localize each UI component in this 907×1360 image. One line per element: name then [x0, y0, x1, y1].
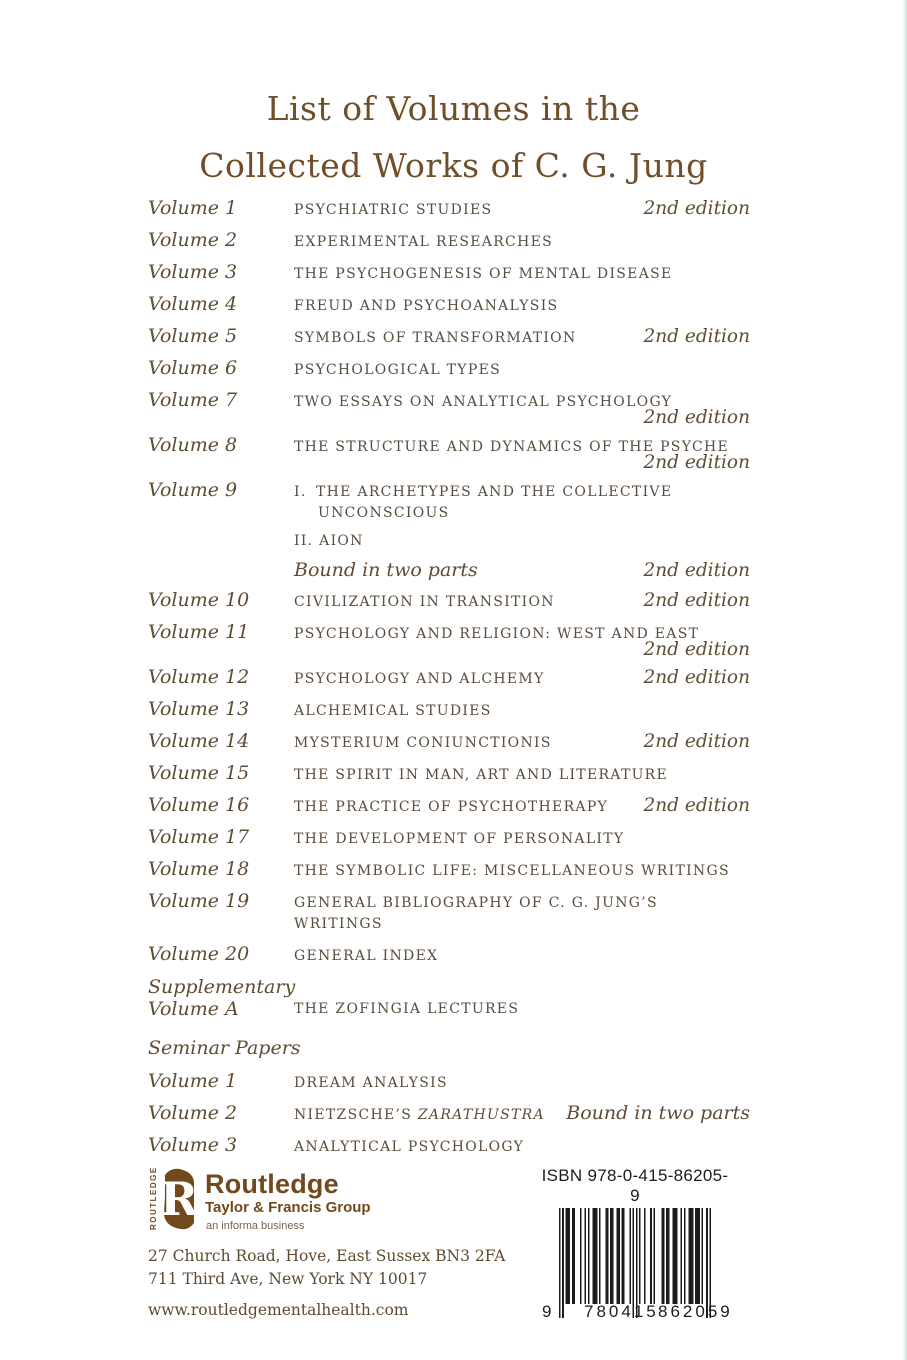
volume-row	[148, 891, 750, 935]
volume-row-9	[148, 480, 750, 524]
volume-title: PSYCHIATRIC STUDIES	[294, 202, 493, 218]
volume-label: Volume 17	[148, 826, 250, 848]
edition-label: 2nd edition	[643, 795, 750, 816]
volume-title: THE PSYCHOGENESIS OF MENTAL DISEASE	[294, 266, 673, 282]
volume-row	[148, 763, 750, 786]
seminar-row	[148, 1135, 750, 1158]
publisher-website: www.routledgementalhealth.com	[148, 1301, 409, 1319]
barcode	[540, 1208, 733, 1321]
volume-label: Volume 6	[148, 357, 238, 379]
volume-title: PSYCHOLOGY AND RELIGION: WEST AND EAST	[294, 626, 700, 642]
volume-title	[294, 482, 750, 524]
logo-group: Taylor & Francis Group	[205, 1199, 371, 1216]
scan-edge-line	[903, 0, 907, 1360]
volume-row	[148, 731, 750, 754]
part1-title: THE ARCHETYPES AND THE COLLECTIVE	[316, 484, 673, 500]
volume-label: Volume 9	[148, 479, 238, 501]
volume-title: THE DEVELOPMENT OF PERSONALITY	[294, 831, 625, 847]
volume-title: THE SYMBOLIC LIFE: MISCELLANEOUS WRITINGS	[294, 863, 730, 879]
title-italic-part: ZARATHUSTRA	[417, 1107, 545, 1123]
logo-tagline: an informa business	[206, 1220, 305, 1232]
volume-label	[148, 976, 294, 1020]
volume-label: Volume 7	[148, 389, 238, 411]
address-line2: 711 Third Ave, New York NY 10017	[148, 1270, 428, 1288]
part-numeral: I.	[294, 484, 307, 500]
volume-label: Volume 16	[148, 794, 250, 816]
volume-label: Volume 11	[148, 621, 250, 643]
volume-title: CIVILIZATION IN TRANSITION	[294, 594, 555, 610]
volume-row	[148, 326, 750, 349]
volume-row	[148, 944, 750, 967]
seminar-row	[148, 1103, 750, 1126]
part2-title: II. AION	[294, 533, 364, 549]
volume-title: MYSTERIUM CONIUNCTIONIS	[294, 735, 552, 751]
page-title-line2: Collected Works of C. G. Jung	[199, 146, 708, 185]
volume-title: GENERAL INDEX	[294, 948, 439, 964]
barcode-digits-right: 862059	[658, 1302, 733, 1321]
seminar-row	[148, 1071, 750, 1094]
volume-row	[148, 859, 750, 882]
volume-row	[148, 294, 750, 317]
volume-title: DREAM ANALYSIS	[294, 1075, 448, 1091]
svg-text:R: R	[161, 1172, 197, 1226]
volume-title: PSYCHOLOGICAL TYPES	[294, 362, 501, 378]
volume-row	[148, 358, 750, 381]
volume-row-9-part2	[148, 531, 750, 552]
volume-label: Volume 15	[148, 762, 250, 784]
volume-row	[148, 590, 750, 613]
volume-label: Volume 20	[148, 943, 250, 965]
edition-label: 2nd edition	[643, 639, 750, 660]
volume-label: Volume 3	[148, 1134, 238, 1156]
volume-title: TWO ESSAYS ON ANALYTICAL PSYCHOLOGY	[294, 394, 673, 410]
seminar-papers-heading: Seminar Papers	[148, 1037, 301, 1059]
supplementary-label-line1: Supplementary	[148, 976, 296, 998]
volume-label: Volume 2	[148, 1102, 238, 1124]
volume-row	[148, 198, 750, 221]
volume-label: Volume 13	[148, 698, 250, 720]
edition-label: 2nd edition	[643, 560, 750, 581]
volume-label: Volume 12	[148, 666, 250, 688]
volume-title: GENERAL BIBLIOGRAPHY OF C. G. JUNG’S WRITINGS	[294, 895, 658, 932]
routledge-r-mark-icon	[161, 1168, 197, 1234]
logo-name: Routledge	[205, 1169, 339, 1199]
edition-label: 2nd edition	[643, 667, 750, 688]
volume-title: THE STRUCTURE AND DYNAMICS OF THE PSYCHE	[294, 439, 730, 455]
part1-title-cont: UNCONSCIOUS	[318, 505, 450, 521]
edition-label: 2nd edition	[643, 731, 750, 752]
volume-label: Volume 19	[148, 890, 250, 912]
supplementary-label-line2: Volume A	[148, 998, 239, 1020]
edition-label: 2nd edition	[643, 452, 750, 473]
binding-note: Bound in two parts	[566, 1102, 750, 1124]
edition-label: 2nd edition	[643, 407, 750, 428]
volume-title: THE SPIRIT IN MAN, ART AND LITERATURE	[294, 767, 669, 783]
routledge-logo	[147, 1168, 371, 1234]
volume-row-supplementary	[148, 976, 750, 1020]
volume-list	[148, 198, 750, 1167]
edition-label: 2nd edition	[643, 198, 750, 219]
page-title	[0, 80, 907, 194]
volume-row	[148, 827, 750, 850]
volume-title: THE PRACTICE OF PSYCHOTHERAPY	[294, 799, 609, 815]
volume-title: ALCHEMICAL STUDIES	[294, 703, 492, 719]
isbn-block	[540, 1166, 733, 1321]
volume-label: Volume 3	[148, 261, 238, 283]
edition-label: 2nd edition	[643, 590, 750, 611]
volume-title: THE ZOFINGIA LECTURES	[294, 1001, 520, 1017]
page-title-line1: List of Volumes in the	[266, 89, 641, 128]
volume-label: Volume 2	[148, 229, 238, 251]
volume-label: Volume 5	[148, 325, 238, 347]
volume-title: FREUD AND PSYCHOANALYSIS	[294, 298, 559, 314]
volume-label: Volume 1	[148, 197, 238, 219]
volume-label: Volume 18	[148, 858, 250, 880]
volume-label: Volume 10	[148, 589, 250, 611]
barcode-digit-lead: 9	[542, 1302, 555, 1321]
volume-label: Volume 4	[148, 293, 238, 315]
isbn-label: ISBN 978-0-415-86205-9	[541, 1166, 729, 1205]
volume-title	[294, 1105, 566, 1126]
volume-title: PSYCHOLOGY AND ALCHEMY	[294, 671, 545, 687]
barcode-digits-left: 780415	[584, 1302, 659, 1321]
routledge-vertical-text: ROUTLEDGE	[149, 1166, 158, 1230]
volume-title: EXPERIMENTAL RESEARCHES	[294, 234, 553, 250]
volume-title: SYMBOLS OF TRANSFORMATION	[294, 330, 577, 346]
volume-row-9-note	[148, 560, 750, 581]
volume-row	[148, 667, 750, 690]
volume-row	[148, 230, 750, 253]
publisher-address	[148, 1245, 505, 1322]
volume-title: ANALYTICAL PSYCHOLOGY	[294, 1139, 525, 1155]
volume-label: Volume 1	[148, 1070, 238, 1092]
volume-row	[148, 795, 750, 818]
volume-label: Volume 14	[148, 730, 250, 752]
address-line1: 27 Church Road, Hove, East Sussex BN3 2FA	[148, 1247, 506, 1265]
title-prefix: NIETZSCHE’S	[294, 1107, 413, 1123]
volume-row	[148, 262, 750, 285]
volume-label: Volume 8	[148, 434, 238, 456]
volume-row	[148, 699, 750, 722]
edition-label: 2nd edition	[643, 326, 750, 347]
binding-note: Bound in two parts	[294, 559, 478, 581]
logo-text-block	[205, 1168, 371, 1234]
